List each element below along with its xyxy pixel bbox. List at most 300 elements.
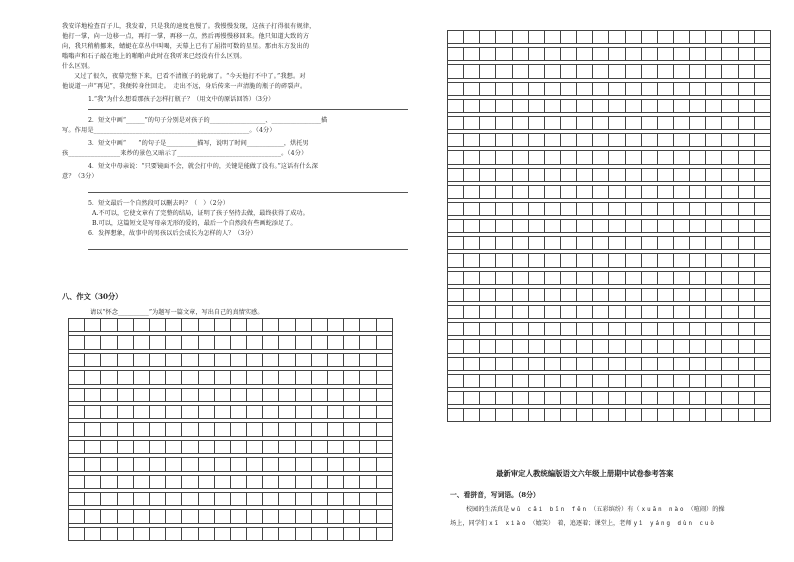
grid-cell[interactable]	[150, 476, 166, 489]
grid-cell[interactable]	[593, 169, 609, 182]
grid-cell[interactable]	[690, 65, 706, 78]
grid-cell[interactable]	[150, 441, 166, 454]
grid-cell[interactable]	[529, 151, 545, 164]
grid-cell[interactable]	[231, 354, 247, 367]
grid-cell[interactable]	[593, 358, 609, 371]
grid-cell[interactable]	[480, 237, 496, 250]
grid-cell[interactable]	[69, 389, 85, 402]
grid-cell[interactable]	[739, 272, 755, 285]
grid-cell[interactable]	[101, 441, 117, 454]
grid-cell[interactable]	[609, 134, 625, 147]
grid-cell[interactable]	[464, 117, 480, 130]
grid-cell[interactable]	[360, 406, 376, 419]
grid-cell[interactable]	[215, 406, 231, 419]
grid-cell[interactable]	[626, 323, 642, 336]
grid-cell[interactable]	[85, 458, 101, 471]
grid-cell[interactable]	[626, 220, 642, 233]
grid-cell[interactable]	[448, 220, 464, 233]
grid-cell[interactable]	[199, 389, 215, 402]
grid-cell[interactable]	[199, 406, 215, 419]
grid-cell[interactable]	[377, 441, 393, 454]
grid-cell[interactable]	[377, 476, 393, 489]
grid-cell[interactable]	[513, 237, 529, 250]
grid-cell[interactable]	[344, 458, 360, 471]
grid-cell[interactable]	[247, 510, 263, 523]
grid-cell[interactable]	[448, 100, 464, 113]
grid-cell[interactable]	[642, 306, 658, 319]
grid-cell[interactable]	[739, 48, 755, 61]
grid-cell[interactable]	[480, 65, 496, 78]
grid-cell[interactable]	[674, 65, 690, 78]
grid-cell[interactable]	[674, 117, 690, 130]
grid-cell[interactable]	[199, 458, 215, 471]
grid-cell[interactable]	[480, 375, 496, 388]
grid-cell[interactable]	[496, 117, 512, 130]
grid-cell[interactable]	[312, 458, 328, 471]
grid-cell[interactable]	[448, 306, 464, 319]
grid-cell[interactable]	[658, 358, 674, 371]
grid-cell[interactable]	[529, 83, 545, 96]
grid-cell[interactable]	[328, 406, 344, 419]
grid-cell[interactable]	[658, 375, 674, 388]
grid-cell[interactable]	[464, 392, 480, 405]
grid-cell[interactable]	[529, 289, 545, 302]
grid-cell[interactable]	[101, 389, 117, 402]
grid-cell[interactable]	[755, 289, 771, 302]
grid-cell[interactable]	[690, 237, 706, 250]
grid-cell[interactable]	[577, 65, 593, 78]
grid-cell[interactable]	[496, 203, 512, 216]
grid-cell[interactable]	[496, 289, 512, 302]
grid-cell[interactable]	[231, 423, 247, 436]
grid-cell[interactable]	[529, 48, 545, 61]
grid-cell[interactable]	[296, 441, 312, 454]
grid-cell[interactable]	[360, 493, 376, 506]
grid-cell[interactable]	[706, 151, 722, 164]
grid-cell[interactable]	[464, 151, 480, 164]
grid-cell[interactable]	[480, 254, 496, 267]
grid-cell[interactable]	[545, 220, 561, 233]
grid-cell[interactable]	[674, 169, 690, 182]
grid-cell[interactable]	[134, 423, 150, 436]
grid-cell[interactable]	[674, 83, 690, 96]
grid-cell[interactable]	[448, 83, 464, 96]
grid-cell[interactable]	[377, 458, 393, 471]
grid-cell[interactable]	[658, 392, 674, 405]
grid-cell[interactable]	[279, 493, 295, 506]
grid-cell[interactable]	[577, 306, 593, 319]
grid-cell[interactable]	[642, 220, 658, 233]
grid-cell[interactable]	[545, 340, 561, 353]
grid-cell[interactable]	[480, 306, 496, 319]
grid-cell[interactable]	[722, 65, 738, 78]
grid-cell[interactable]	[448, 169, 464, 182]
grid-cell[interactable]	[690, 48, 706, 61]
grid-cell[interactable]	[496, 323, 512, 336]
grid-cell[interactable]	[101, 476, 117, 489]
grid-cell[interactable]	[134, 336, 150, 349]
grid-cell[interactable]	[690, 323, 706, 336]
grid-cell[interactable]	[529, 254, 545, 267]
grid-cell[interactable]	[739, 375, 755, 388]
grid-cell[interactable]	[561, 117, 577, 130]
grid-cell[interactable]	[593, 375, 609, 388]
grid-cell[interactable]	[496, 358, 512, 371]
grid-cell[interactable]	[529, 306, 545, 319]
grid-cell[interactable]	[480, 186, 496, 199]
grid-cell[interactable]	[561, 254, 577, 267]
grid-cell[interactable]	[561, 65, 577, 78]
grid-cell[interactable]	[529, 323, 545, 336]
grid-cell[interactable]	[561, 100, 577, 113]
grid-cell[interactable]	[706, 409, 722, 422]
grid-cell[interactable]	[609, 409, 625, 422]
grid-cell[interactable]	[448, 203, 464, 216]
grid-cell[interactable]	[609, 186, 625, 199]
grid-cell[interactable]	[344, 528, 360, 541]
grid-cell[interactable]	[561, 323, 577, 336]
grid-cell[interactable]	[480, 117, 496, 130]
grid-cell[interactable]	[755, 323, 771, 336]
grid-cell[interactable]	[545, 375, 561, 388]
grid-cell[interactable]	[344, 336, 360, 349]
grid-cell[interactable]	[690, 306, 706, 319]
grid-cell[interactable]	[722, 289, 738, 302]
grid-cell[interactable]	[496, 151, 512, 164]
grid-cell[interactable]	[85, 406, 101, 419]
grid-cell[interactable]	[464, 358, 480, 371]
grid-cell[interactable]	[722, 117, 738, 130]
grid-cell[interactable]	[739, 31, 755, 44]
grid-cell[interactable]	[464, 254, 480, 267]
grid-cell[interactable]	[263, 476, 279, 489]
grid-cell[interactable]	[642, 83, 658, 96]
grid-cell[interactable]	[690, 169, 706, 182]
grid-cell[interactable]	[118, 406, 134, 419]
grid-cell[interactable]	[247, 371, 263, 384]
grid-cell[interactable]	[674, 134, 690, 147]
grid-cell[interactable]	[448, 151, 464, 164]
grid-cell[interactable]	[496, 83, 512, 96]
grid-cell[interactable]	[312, 406, 328, 419]
grid-cell[interactable]	[513, 186, 529, 199]
grid-cell[interactable]	[722, 254, 738, 267]
grid-cell[interactable]	[182, 493, 198, 506]
grid-cell[interactable]	[513, 340, 529, 353]
grid-cell[interactable]	[561, 409, 577, 422]
grid-cell[interactable]	[690, 31, 706, 44]
grid-cell[interactable]	[626, 340, 642, 353]
grid-cell[interactable]	[706, 392, 722, 405]
grid-cell[interactable]	[626, 306, 642, 319]
grid-cell[interactable]	[464, 203, 480, 216]
grid-cell[interactable]	[496, 48, 512, 61]
grid-cell[interactable]	[561, 83, 577, 96]
grid-cell[interactable]	[577, 254, 593, 267]
grid-cell[interactable]	[561, 48, 577, 61]
grid-cell[interactable]	[577, 340, 593, 353]
grid-cell[interactable]	[231, 441, 247, 454]
grid-cell[interactable]	[739, 392, 755, 405]
answer-line[interactable]	[88, 192, 408, 193]
grid-cell[interactable]	[593, 186, 609, 199]
grid-cell[interactable]	[529, 65, 545, 78]
grid-cell[interactable]	[545, 272, 561, 285]
grid-cell[interactable]	[755, 306, 771, 319]
grid-cell[interactable]	[360, 458, 376, 471]
grid-cell[interactable]	[464, 83, 480, 96]
grid-cell[interactable]	[577, 358, 593, 371]
grid-cell[interactable]	[85, 319, 101, 332]
grid-cell[interactable]	[150, 528, 166, 541]
grid-cell[interactable]	[739, 323, 755, 336]
grid-cell[interactable]	[529, 237, 545, 250]
grid-cell[interactable]	[377, 510, 393, 523]
grid-cell[interactable]	[263, 510, 279, 523]
grid-cell[interactable]	[344, 441, 360, 454]
grid-cell[interactable]	[247, 423, 263, 436]
grid-cell[interactable]	[464, 31, 480, 44]
grid-cell[interactable]	[545, 117, 561, 130]
grid-cell[interactable]	[690, 186, 706, 199]
grid-cell[interactable]	[360, 476, 376, 489]
grid-cell[interactable]	[593, 100, 609, 113]
grid-cell[interactable]	[118, 371, 134, 384]
grid-cell[interactable]	[722, 186, 738, 199]
grid-cell[interactable]	[312, 528, 328, 541]
grid-cell[interactable]	[448, 392, 464, 405]
grid-cell[interactable]	[609, 392, 625, 405]
grid-cell[interactable]	[247, 476, 263, 489]
grid-cell[interactable]	[199, 354, 215, 367]
grid-cell[interactable]	[377, 493, 393, 506]
grid-cell[interactable]	[755, 392, 771, 405]
grid-cell[interactable]	[215, 476, 231, 489]
grid-cell[interactable]	[626, 289, 642, 302]
grid-cell[interactable]	[755, 409, 771, 422]
grid-cell[interactable]	[593, 65, 609, 78]
grid-cell[interactable]	[674, 48, 690, 61]
grid-cell[interactable]	[328, 510, 344, 523]
grid-cell[interactable]	[480, 151, 496, 164]
grid-cell[interactable]	[658, 134, 674, 147]
grid-cell[interactable]	[529, 340, 545, 353]
grid-cell[interactable]	[215, 354, 231, 367]
grid-cell[interactable]	[134, 476, 150, 489]
grid-cell[interactable]	[739, 237, 755, 250]
grid-cell[interactable]	[609, 48, 625, 61]
grid-cell[interactable]	[199, 336, 215, 349]
grid-cell[interactable]	[593, 272, 609, 285]
grid-cell[interactable]	[312, 493, 328, 506]
grid-cell[interactable]	[118, 423, 134, 436]
grid-cell[interactable]	[448, 323, 464, 336]
grid-cell[interactable]	[609, 272, 625, 285]
grid-cell[interactable]	[134, 528, 150, 541]
grid-cell[interactable]	[626, 169, 642, 182]
grid-cell[interactable]	[199, 423, 215, 436]
grid-cell[interactable]	[561, 151, 577, 164]
grid-cell[interactable]	[464, 220, 480, 233]
grid-cell[interactable]	[377, 371, 393, 384]
grid-cell[interactable]	[561, 358, 577, 371]
grid-cell[interactable]	[545, 83, 561, 96]
grid-cell[interactable]	[674, 203, 690, 216]
grid-cell[interactable]	[722, 151, 738, 164]
grid-cell[interactable]	[344, 510, 360, 523]
grid-cell[interactable]	[134, 389, 150, 402]
grid-cell[interactable]	[674, 31, 690, 44]
grid-cell[interactable]	[480, 409, 496, 422]
grid-cell[interactable]	[706, 340, 722, 353]
grid-cell[interactable]	[593, 134, 609, 147]
grid-cell[interactable]	[496, 186, 512, 199]
grid-cell[interactable]	[247, 493, 263, 506]
grid-cell[interactable]	[496, 392, 512, 405]
grid-cell[interactable]	[739, 306, 755, 319]
grid-cell[interactable]	[626, 272, 642, 285]
grid-cell[interactable]	[231, 406, 247, 419]
grid-cell[interactable]	[496, 100, 512, 113]
grid-cell[interactable]	[296, 458, 312, 471]
grid-cell[interactable]	[150, 493, 166, 506]
grid-cell[interactable]	[658, 117, 674, 130]
grid-cell[interactable]	[755, 151, 771, 164]
grid-cell[interactable]	[496, 220, 512, 233]
grid-cell[interactable]	[279, 354, 295, 367]
grid-cell[interactable]	[312, 371, 328, 384]
grid-cell[interactable]	[480, 323, 496, 336]
grid-cell[interactable]	[360, 336, 376, 349]
grid-cell[interactable]	[513, 117, 529, 130]
grid-cell[interactable]	[166, 389, 182, 402]
grid-cell[interactable]	[150, 389, 166, 402]
grid-cell[interactable]	[690, 272, 706, 285]
grid-cell[interactable]	[101, 406, 117, 419]
grid-cell[interactable]	[344, 389, 360, 402]
grid-cell[interactable]	[658, 220, 674, 233]
grid-cell[interactable]	[593, 203, 609, 216]
grid-cell[interactable]	[642, 31, 658, 44]
grid-cell[interactable]	[69, 423, 85, 436]
grid-cell[interactable]	[513, 409, 529, 422]
grid-cell[interactable]	[626, 358, 642, 371]
grid-cell[interactable]	[513, 48, 529, 61]
grid-cell[interactable]	[328, 389, 344, 402]
grid-cell[interactable]	[706, 100, 722, 113]
grid-cell[interactable]	[706, 254, 722, 267]
grid-cell[interactable]	[722, 220, 738, 233]
grid-cell[interactable]	[545, 100, 561, 113]
grid-cell[interactable]	[577, 117, 593, 130]
grid-cell[interactable]	[577, 48, 593, 61]
grid-cell[interactable]	[101, 458, 117, 471]
grid-cell[interactable]	[263, 389, 279, 402]
grid-cell[interactable]	[69, 458, 85, 471]
grid-cell[interactable]	[545, 203, 561, 216]
grid-cell[interactable]	[464, 375, 480, 388]
grid-cell[interactable]	[85, 441, 101, 454]
grid-cell[interactable]	[706, 272, 722, 285]
grid-cell[interactable]	[739, 134, 755, 147]
grid-cell[interactable]	[577, 169, 593, 182]
grid-cell[interactable]	[690, 409, 706, 422]
grid-cell[interactable]	[690, 358, 706, 371]
grid-cell[interactable]	[545, 323, 561, 336]
grid-cell[interactable]	[247, 389, 263, 402]
grid-cell[interactable]	[328, 493, 344, 506]
grid-cell[interactable]	[85, 371, 101, 384]
grid-cell[interactable]	[545, 358, 561, 371]
grid-cell[interactable]	[674, 151, 690, 164]
grid-cell[interactable]	[609, 375, 625, 388]
grid-cell[interactable]	[360, 423, 376, 436]
grid-cell[interactable]	[593, 117, 609, 130]
grid-cell[interactable]	[706, 358, 722, 371]
grid-cell[interactable]	[755, 203, 771, 216]
grid-cell[interactable]	[706, 65, 722, 78]
grid-cell[interactable]	[513, 306, 529, 319]
grid-cell[interactable]	[755, 272, 771, 285]
grid-cell[interactable]	[577, 83, 593, 96]
grid-cell[interactable]	[561, 306, 577, 319]
grid-cell[interactable]	[626, 100, 642, 113]
grid-cell[interactable]	[642, 375, 658, 388]
grid-cell[interactable]	[529, 409, 545, 422]
grid-cell[interactable]	[166, 476, 182, 489]
grid-cell[interactable]	[755, 83, 771, 96]
grid-cell[interactable]	[496, 169, 512, 182]
grid-cell[interactable]	[722, 83, 738, 96]
grid-cell[interactable]	[377, 354, 393, 367]
grid-cell[interactable]	[296, 510, 312, 523]
grid-cell[interactable]	[344, 371, 360, 384]
grid-cell[interactable]	[561, 289, 577, 302]
grid-cell[interactable]	[706, 31, 722, 44]
grid-cell[interactable]	[69, 371, 85, 384]
grid-cell[interactable]	[263, 528, 279, 541]
grid-cell[interactable]	[69, 528, 85, 541]
grid-cell[interactable]	[480, 100, 496, 113]
grid-cell[interactable]	[150, 336, 166, 349]
grid-cell[interactable]	[118, 458, 134, 471]
grid-cell[interactable]	[464, 306, 480, 319]
grid-cell[interactable]	[755, 186, 771, 199]
grid-cell[interactable]	[674, 340, 690, 353]
grid-cell[interactable]	[674, 237, 690, 250]
grid-cell[interactable]	[722, 48, 738, 61]
grid-cell[interactable]	[448, 48, 464, 61]
grid-cell[interactable]	[215, 458, 231, 471]
grid-cell[interactable]	[626, 186, 642, 199]
grid-cell[interactable]	[626, 117, 642, 130]
grid-cell[interactable]	[593, 323, 609, 336]
grid-cell[interactable]	[166, 458, 182, 471]
grid-cell[interactable]	[360, 528, 376, 541]
grid-cell[interactable]	[755, 117, 771, 130]
grid-cell[interactable]	[609, 203, 625, 216]
grid-cell[interactable]	[658, 306, 674, 319]
grid-cell[interactable]	[118, 441, 134, 454]
grid-cell[interactable]	[69, 406, 85, 419]
grid-cell[interactable]	[296, 493, 312, 506]
grid-cell[interactable]	[231, 389, 247, 402]
grid-cell[interactable]	[328, 319, 344, 332]
grid-cell[interactable]	[448, 289, 464, 302]
grid-cell[interactable]	[529, 186, 545, 199]
grid-cell[interactable]	[658, 254, 674, 267]
grid-cell[interactable]	[496, 409, 512, 422]
